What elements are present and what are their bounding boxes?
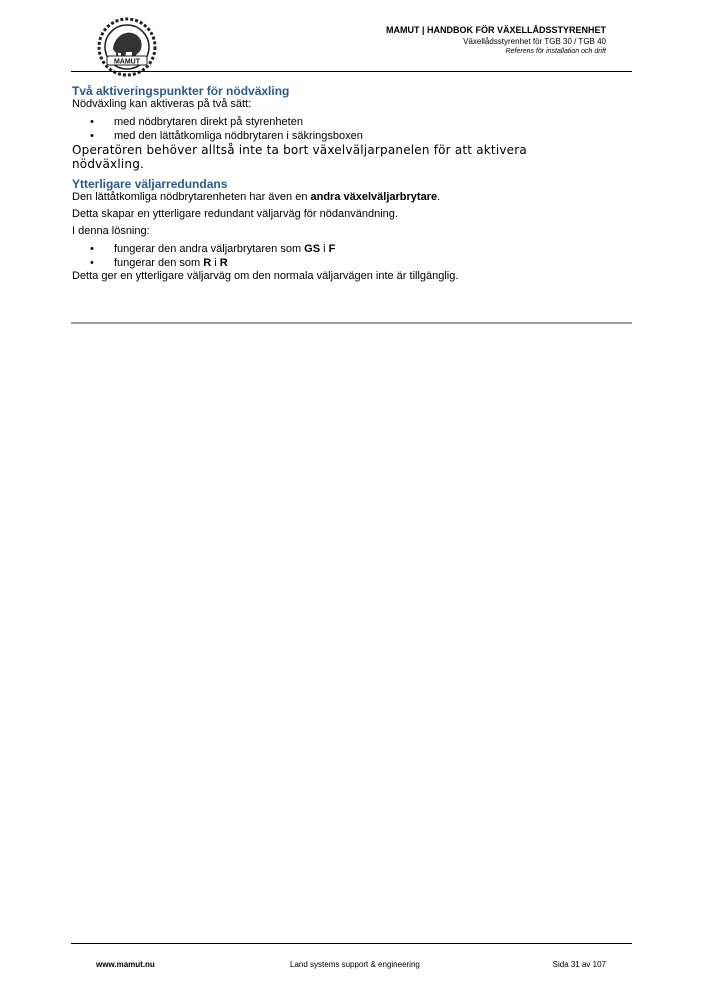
section-divider [71, 322, 632, 324]
list-item: • med den lättåtkomliga nödbrytaren i säkringsboxen [72, 129, 632, 143]
list-item: • fungerar den som R i R [72, 256, 632, 270]
logo-text: MAMUT [113, 58, 141, 66]
footer-divider [71, 943, 632, 944]
bold-term: andra växelväljarbrytare [310, 191, 438, 203]
section-heading-redundancy: Ytterligare väljarredundans [72, 177, 228, 191]
section-intro: Nödväxling kan aktiveras på två sätt: [72, 98, 252, 110]
footer-tagline: Land systems support & engineering [290, 960, 420, 969]
redundancy-paragraph-3: I denna lösning: [72, 225, 150, 237]
document-subtitle-italic: Referens för installation och drift [505, 48, 606, 55]
operator-note [72, 143, 632, 171]
document-title: MAMUT | HANDBOK FÖR VÄXELLÅDSSTYRENHET [385, 25, 606, 35]
header-divider [71, 71, 632, 72]
section-heading-activation: Två aktiveringspunkter för nödväxling [72, 84, 290, 98]
page-content [72, 84, 632, 283]
document-subtitle: Växellådsstyrenhet för TGB 30 / TGB 40 [463, 37, 606, 46]
footer-page-number: Sida 31 av 107 [552, 960, 606, 969]
list-item: • med nödbrytaren direkt på styrenheten [72, 115, 632, 129]
redundancy-list [72, 242, 632, 270]
mamut-logo-icon [96, 16, 158, 78]
redundancy-paragraph-1: Den lättåtkomliga nödbrytarenheten har även en andra växelväljarbrytare. [72, 191, 441, 203]
redundancy-paragraph-2: Detta skapar en ytterligare redundant väljarväg för nödanvändning. [72, 208, 398, 220]
footer-website-link[interactable]: www.mamut.nu [96, 960, 155, 969]
list-item: • fungerar den andra väljarbrytaren som GS i F [72, 242, 632, 256]
operator-note-line2: nödväxling. [72, 157, 145, 171]
activation-list [72, 115, 632, 143]
redundancy-paragraph-4: Detta ger en ytterligare väljarväg om den normala väljarvägen inte är tillgänglig. [72, 270, 459, 282]
operator-note-line1: Operatören behöver alltså inte ta bort växelväljarpanelen för att aktivera [72, 143, 527, 157]
